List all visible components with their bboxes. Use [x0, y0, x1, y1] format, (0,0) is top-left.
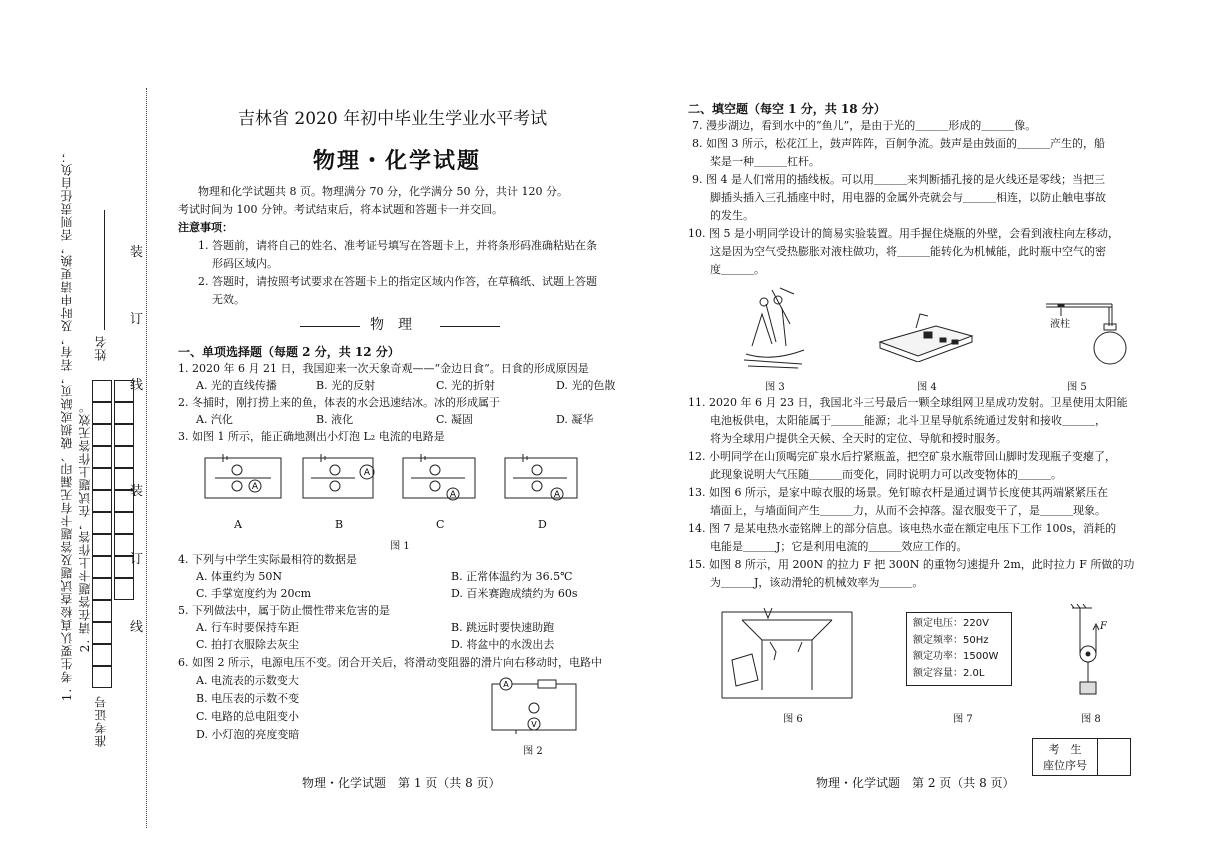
nameplate-voltage: 额定电压：220V: [913, 618, 989, 629]
binding-char-6: 线: [130, 620, 144, 635]
section-2-title: 二、填空题（每空 1 分，共 18 分）: [688, 102, 886, 116]
q1-opt-c[interactable]: C. 光的折射: [436, 379, 496, 392]
fig5-caption: 图 5: [1067, 382, 1087, 393]
q4-opt-a[interactable]: A. 体重约为 50N: [196, 570, 283, 583]
svg-text:A: A: [251, 482, 259, 492]
fig7-caption: 图 7: [953, 714, 973, 725]
fig4-caption: 图 4: [917, 382, 937, 393]
svg-text:A: A: [503, 680, 509, 689]
figure-4-power-strip: [876, 312, 976, 362]
q4-opt-b[interactable]: B. 正常体温约为 36.5℃: [451, 570, 573, 583]
q6-opt-c[interactable]: C. 电路的总电阻变小: [196, 710, 300, 723]
q9-line-2: 脚插头插入三孔插座中时，用电器的金属外壳就会与＿＿＿相连，以防止触电事故: [710, 191, 1106, 204]
fig3-caption: 图 3: [765, 382, 785, 393]
page1-footer: 物理・化学试题 第 1 页（共 8 页）: [302, 776, 501, 790]
q11-line-3: 将为全球用户提供全天候、全天时的定位、导航和授时服务。: [710, 432, 1007, 445]
nameplate-capacity: 额定容量：2.0L: [913, 667, 985, 679]
binding-char-2: 订: [130, 312, 144, 327]
seat-label-2: 座位序号: [1043, 759, 1087, 772]
seat-number-box: [1032, 738, 1131, 776]
q14-line-2: 电能是＿＿＿J；它是利用电流的＿＿＿效应工作的。: [710, 540, 968, 553]
q14-line-1: 14. 图 7 是某电热水壶铭牌上的部分信息。该电热水壶在额定电压下工作 100s，消耗的: [688, 522, 1117, 535]
q6-opt-b[interactable]: B. 电压表的示数不变: [196, 692, 300, 705]
nameplate-power: 额定功率：1500W: [913, 651, 999, 662]
q4-stem: 4. 下列与中学生实际最相符的数据是: [178, 553, 357, 566]
fig6-caption: 图 6: [783, 714, 803, 725]
q5-opt-d[interactable]: D. 将盆中的水泼出去: [451, 638, 555, 651]
q2-opt-a[interactable]: A. 汽化: [196, 413, 233, 426]
intro-line-2: 考试时间为 100 分钟。考试结束后，将本试题和答题卡一并交回。: [178, 203, 503, 216]
notice-2: 2. 请在答题卡上作答，在试题上作答无效。: [78, 400, 92, 653]
note-2b: 无效。: [212, 293, 245, 306]
q4-options-row1: [196, 570, 572, 584]
exam-no-label: 准考证号: [94, 695, 108, 747]
binding-char-4: 装: [130, 484, 144, 499]
q7-stem: 7. 漫步湖边，看到水中的“鱼儿”，是由于光的＿＿＿形成的＿＿＿像。: [692, 119, 1037, 132]
q5-options-row2: [196, 638, 554, 652]
svg-text:V: V: [531, 720, 537, 729]
figure-6-clothes-rack: [712, 600, 862, 700]
q5-stem: 5. 下列做法中，属于防止惯性带来危害的是: [178, 604, 390, 617]
fig1-label-d: D: [538, 518, 547, 531]
q12-line-2: 此现象说明大气压随＿＿＿而变化，同时说明力可以改变物体的＿＿＿。: [710, 468, 1062, 481]
q5-opt-a[interactable]: A. 行车时要保持车距: [196, 621, 299, 634]
q1-opt-b[interactable]: B. 光的反射: [316, 379, 376, 392]
q11-line-1: 11. 2020 年 6 月 23 日，我国北斗三号最后一颗全球组网卫星成功发射。卫星使用太阳能: [688, 396, 1128, 409]
q12-line-1: 12. 小明同学在山顶喝完矿泉水后拧紧瓶盖，把空矿泉水瓶带回山脚时发现瓶子变瘪了，: [688, 450, 1116, 463]
q9-line-3: 的发生。: [710, 209, 754, 222]
figure-5-flask: [1040, 296, 1130, 368]
figure-8-pulley: [1066, 604, 1116, 700]
q2-stem: 2. 冬捕时，刚打捞上来的鱼，体表的水会迅速结冰。冰的形成属于: [178, 396, 500, 409]
q1-opt-a[interactable]: A. 光的直线传播: [196, 379, 277, 392]
paper-subtitle: 物理・化学试题: [313, 148, 482, 174]
exam-no-boxes[interactable]: [92, 380, 112, 688]
q10-line-3: 度＿＿＿。: [710, 263, 765, 276]
name-label: 姓名: [94, 335, 108, 361]
exam-title: 吉林省 2020 年初中毕业生学业水平考试: [238, 109, 548, 129]
figure-1-circuits: [195, 450, 595, 540]
heading-rule-right: [440, 326, 500, 327]
note-2a: 2. 答题时，请按照考试要求在答题卡上的指定区域内作答，在草稿纸、试题上答题: [198, 275, 597, 288]
fig1-label-b: B: [335, 518, 344, 531]
q6-opt-a[interactable]: A. 电流表的示数变大: [196, 674, 299, 687]
q8-line-2: 桨是一种＿＿＿杠杆。: [710, 155, 820, 168]
binding-char-3: 线: [130, 378, 144, 393]
notice-1: 1. 考生要认真检查试题及答题卡有无漏印、破损或缺页，若有，及时申请更换，否则责任自负；: [60, 150, 74, 702]
fig2-caption: 图 2: [523, 746, 543, 757]
q10-line-2: 这是因为空气受热膨胀对液柱做功，将＿＿＿能转化为机械能，此时瓶中空气的密: [710, 245, 1106, 258]
q1-opt-d[interactable]: D. 光的色散: [556, 379, 616, 392]
q4-opt-c[interactable]: C. 手掌宽度约为 20cm: [196, 587, 312, 600]
q6-opt-d[interactable]: D. 小灯泡的亮度变暗: [196, 728, 300, 741]
note-1a: 1. 答题前，请将自己的姓名、准考证号填写在答题卡上，并将条形码准确粘贴在条: [198, 239, 597, 252]
force-label: F: [1100, 621, 1107, 632]
q4-options-row2: [196, 587, 578, 601]
q6-stem: 6. 如图 2 所示，电源电压不变。闭合开关后，将滑动变阻器的滑片向右移动时，电路中: [178, 656, 602, 669]
q3-stem: 3. 如图 1 所示，能正确地测出小灯泡 L₂ 电流的电路是: [178, 430, 445, 443]
liquid-column-label: 液柱: [1050, 319, 1070, 330]
q2-opt-b[interactable]: B. 液化: [316, 413, 354, 426]
section-1-title: 一、单项选择题（每题 2 分，共 12 分）: [178, 345, 400, 359]
svg-text:A: A: [449, 490, 457, 500]
heading-rule-left: [300, 326, 360, 327]
q13-line-2: 墙面上，与墙面间产生＿＿＿力，从而不会掉落。湿衣服变干了，是＿＿＿现象。: [710, 504, 1106, 517]
q4-opt-d[interactable]: D. 百米赛跑成绩约为 60s: [451, 587, 578, 600]
fig8-caption: 图 8: [1081, 714, 1101, 725]
fig1-label-a: A: [234, 518, 242, 531]
binding-char-5: 订: [130, 552, 144, 567]
q11-line-2: 电池板供电，太阳能属于＿＿＿能源；北斗卫星导航系统通过发射和接收＿＿＿，: [710, 414, 1106, 427]
q8-line-1: 8. 如图 3 所示，松花江上，鼓声阵阵，百舸争流。鼓声是由鼓面的＿＿＿产生的，船: [692, 137, 1105, 150]
q2-options: [196, 413, 676, 427]
svg-text:A: A: [363, 468, 371, 478]
q5-opt-c[interactable]: C. 拍打衣服除去灰尘: [196, 638, 300, 651]
q15-line-2: 为＿＿＿J，该动滑轮的机械效率为＿＿＿。: [710, 576, 924, 589]
page2-footer: 物理・化学试题 第 2 页（共 8 页）: [816, 776, 1015, 790]
fig1-caption: 图 1: [390, 541, 410, 552]
q1-stem: 1. 2020 年 6 月 21 日，我国迎来一次天象奇观——“金边日食”。日食的形成原因是: [178, 362, 589, 375]
q2-opt-c[interactable]: C. 凝固: [436, 413, 474, 426]
q2-opt-d[interactable]: D. 凝华: [556, 413, 594, 426]
seat-label-cell: [1033, 739, 1098, 776]
notes-title: 注意事项：: [178, 221, 233, 234]
figure-2-circuit: [486, 674, 582, 738]
figure-3-rowing-boat: [742, 284, 808, 370]
q13-line-1: 13. 如图 6 所示，是家中晾衣服的场景。免钉晾衣杆是通过调节长度使其两端紧紧压在: [688, 486, 1108, 499]
fig1-label-c: C: [436, 518, 445, 531]
nameplate-frequency: 额定频率：50Hz: [913, 634, 989, 646]
intro-line-1: 物理和化学试题共 8 页。物理满分 70 分，化学满分 50 分，共计 120 分。: [198, 185, 568, 198]
binding-line: [146, 88, 147, 828]
q15-line-1: 15. 如图 8 所示，用 200N 的拉力 F 把 300N 的重物匀速提升 2m，此时拉力 F 所做的功: [688, 558, 1135, 571]
note-1b: 形码区域内。: [212, 257, 278, 270]
figure-7-nameplate: [906, 612, 1012, 686]
q10-line-1: 10. 图 5 是小明同学设计的简易实验装置。用手握住烧瓶的外壁，会看到液柱向左移动，: [688, 227, 1119, 240]
q9-line-1: 9. 图 4 是人们常用的插线板。可以用＿＿＿来判断插孔接的是火线还是零线；当把三: [692, 173, 1105, 186]
seat-number-field[interactable]: [1098, 739, 1131, 776]
q5-options-row1: [196, 621, 554, 635]
seat-label-1: 考 生: [1048, 743, 1082, 756]
q1-options: [196, 379, 676, 393]
physics-heading: 物 理: [370, 317, 412, 333]
svg-text:A: A: [553, 490, 561, 500]
q5-opt-b[interactable]: B. 跳远时要快速助跑: [451, 621, 555, 634]
name-line: [104, 210, 105, 330]
binding-char-1: 装: [130, 245, 144, 260]
